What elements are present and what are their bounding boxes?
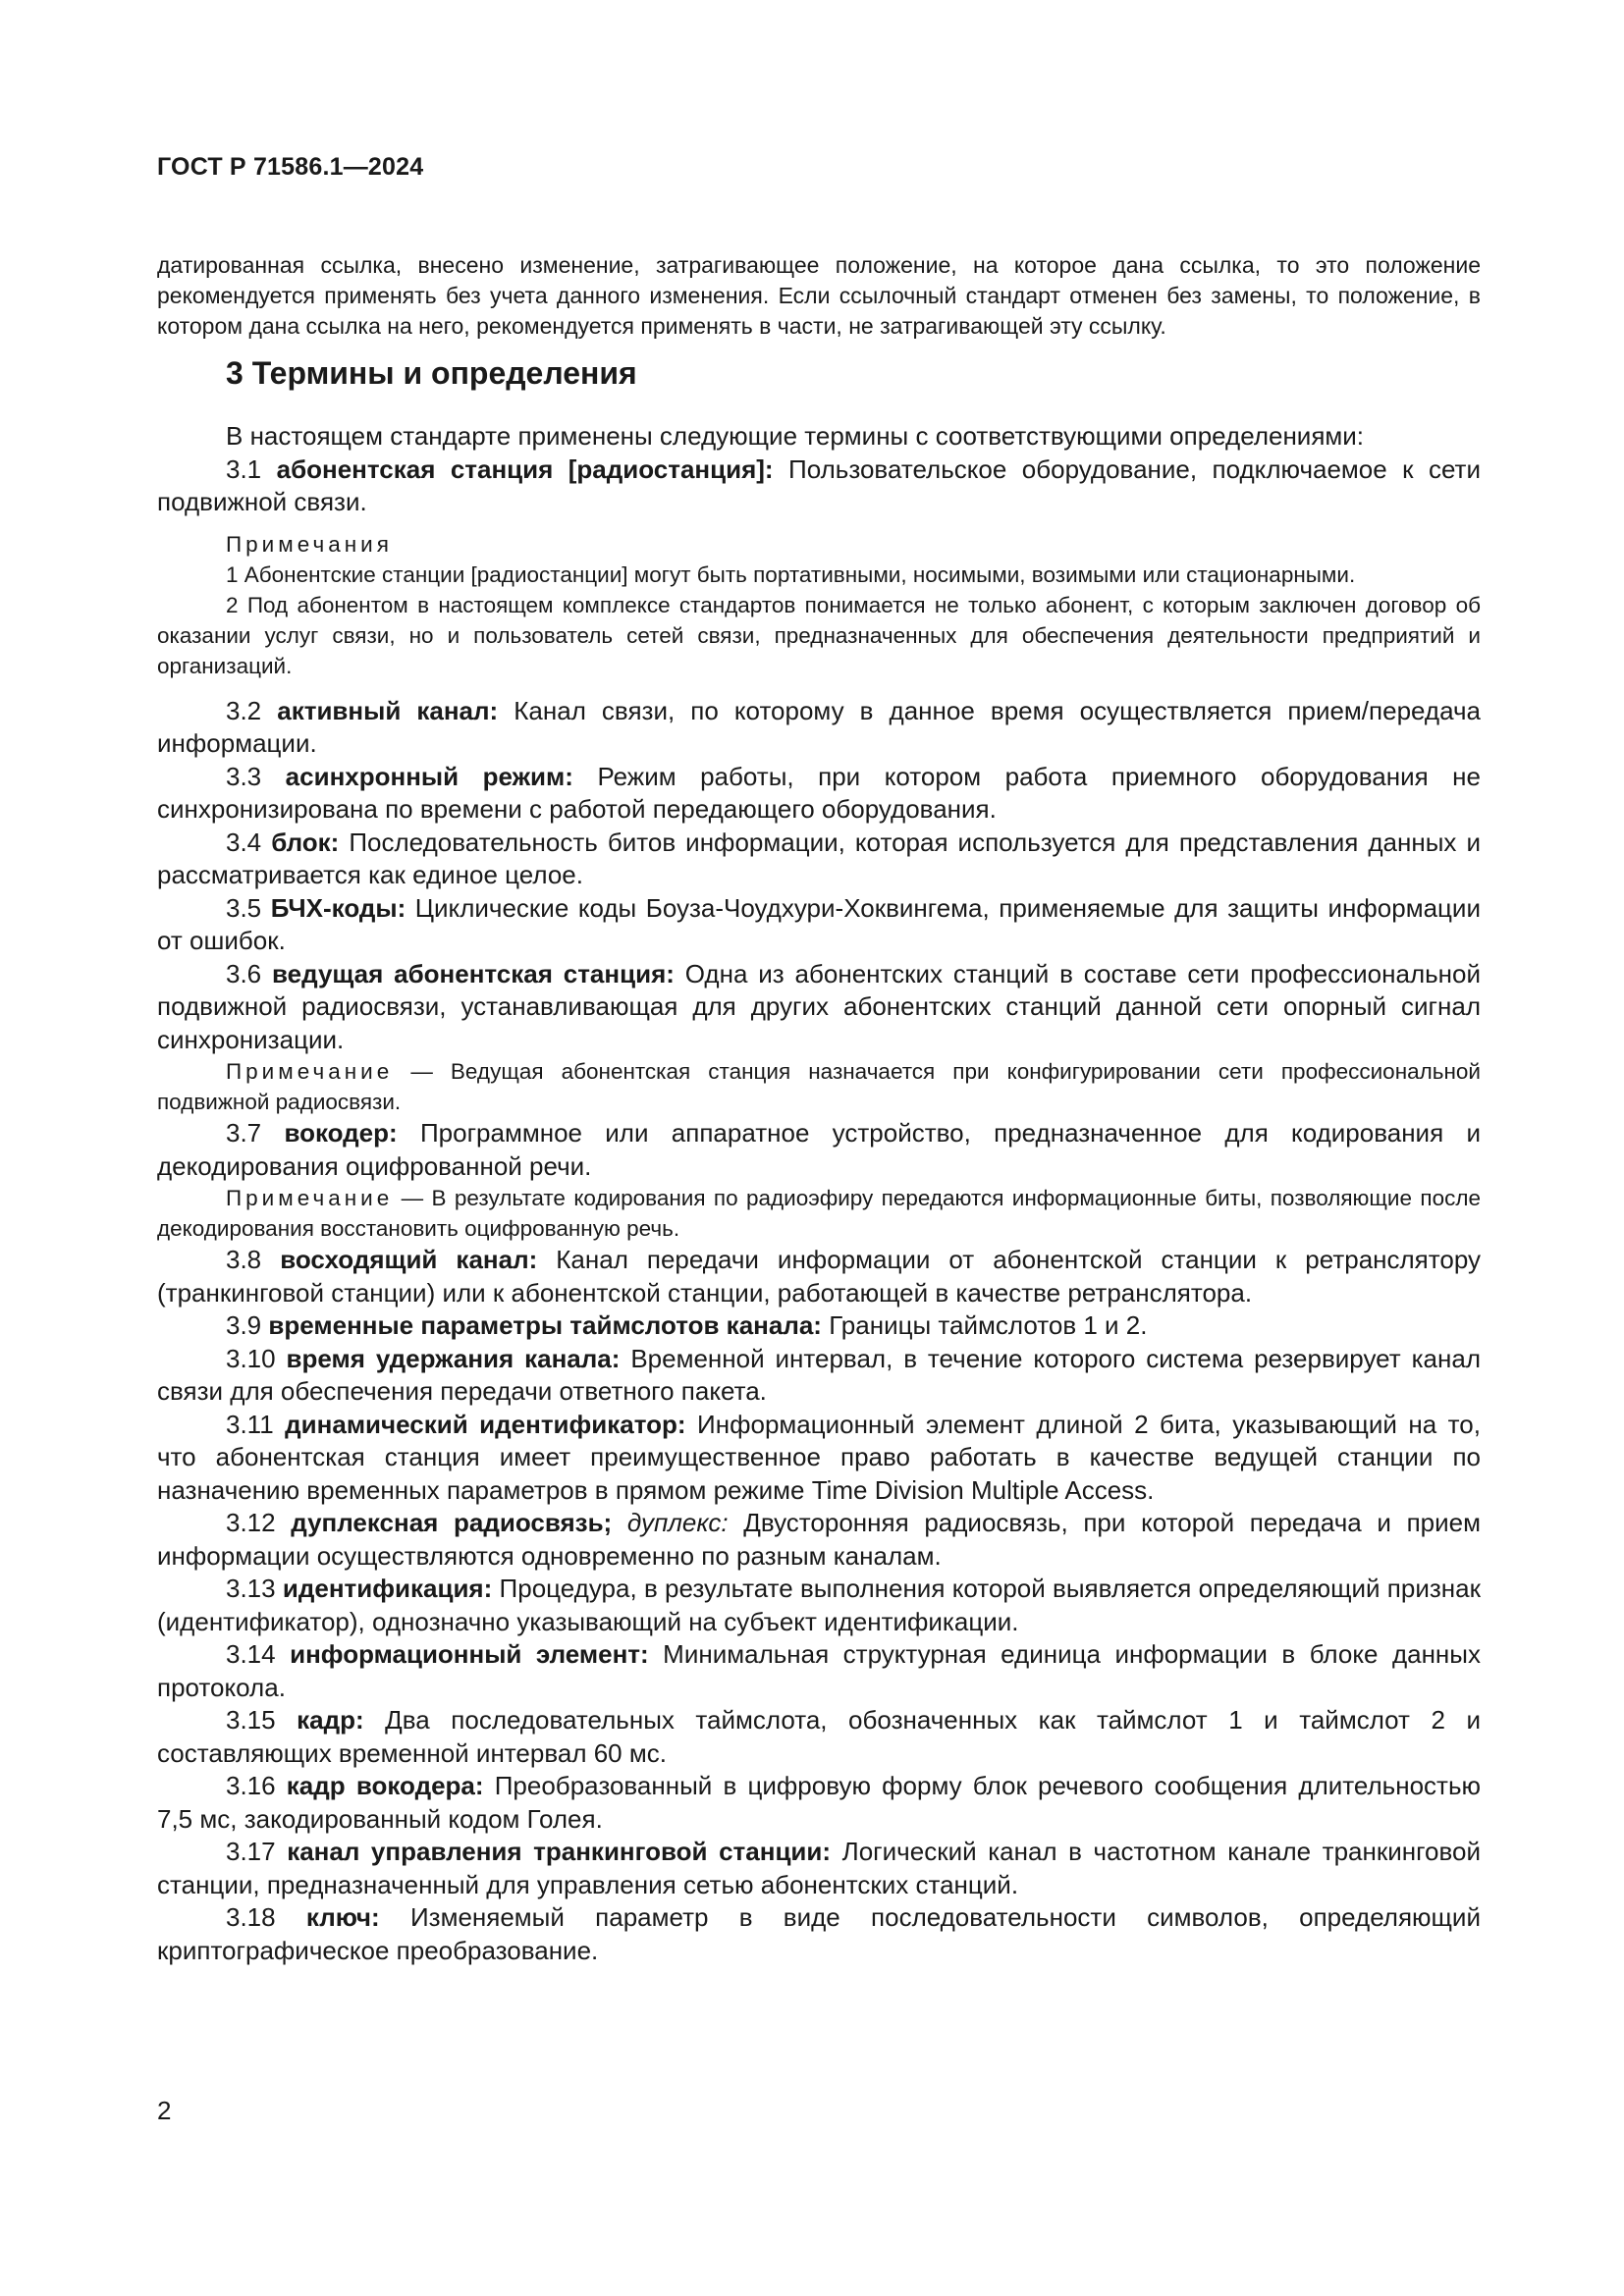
term-entry-3-10 xyxy=(157,1343,1481,1409)
term-entry-3-2 xyxy=(157,695,1481,761)
lead-paragraph: датированная ссылка, внесено изменение, затрагивающее положение, на которое дана ссылка, то это положение рекомендуется применять без учета данного изменения. Если ссылочный стандарт отменен без замены, то положение, в котором дана ссылка на него, рекомендуется применять в части, не затрагивающей эту ссылку. xyxy=(157,252,1481,339)
term-entry-3-12 xyxy=(157,1507,1481,1573)
terms-body xyxy=(157,420,1481,1967)
term-entry-3-7 xyxy=(157,1117,1481,1183)
term-number: 3.14 xyxy=(226,1639,276,1669)
term-number: 3.13 xyxy=(226,1574,276,1603)
notes-3-1 xyxy=(157,529,1481,681)
note-label: Примечание xyxy=(226,1059,394,1084)
term-name: кадр вокодера: xyxy=(286,1771,484,1800)
note-3-6 xyxy=(157,1056,1481,1117)
term-definition: Циклические коды Боуза-Чоудхури-Хоквингема, применяемые для защиты информации от ошибок. xyxy=(157,892,1481,955)
section-title: 3 Термины и определения xyxy=(226,355,637,391)
term-entry-3-4 xyxy=(157,827,1481,892)
term-number: 3.4 xyxy=(226,827,262,857)
term-entry-3-5 xyxy=(157,892,1481,958)
term-definition: Двусторонняя радиосвязь, при которой передача и прием информации осуществляются одновременно по разным каналам. xyxy=(157,1508,1481,1571)
term-entry-3-16 xyxy=(157,1770,1481,1836)
term-alt-name: дуплекс: xyxy=(626,1508,729,1537)
term-number: 3.16 xyxy=(226,1771,276,1800)
note-label: Примечание xyxy=(226,1186,394,1210)
note-text: — Ведущая абонентская станция назначается при конфигурировании сети профессиональной подвижной радиосвязи. xyxy=(157,1059,1481,1114)
term-name: кадр: xyxy=(297,1705,364,1735)
term-name: блок: xyxy=(271,827,340,857)
term-name: дуплексная радиосвязь; xyxy=(291,1508,613,1537)
term-name: вокодер: xyxy=(284,1118,398,1148)
term-name: идентификация: xyxy=(282,1574,493,1603)
term-name: восходящий канал: xyxy=(280,1245,538,1274)
term-definition: Режим работы, при котором работа приемного оборудования не синхронизирована по времени с работой передающего оборудования. xyxy=(157,761,1481,824)
term-entry-3-3 xyxy=(157,761,1481,827)
term-definition: Программное или аппаратное устройство, предназначенное для кодирования и декодирования оцифрованной речи. xyxy=(157,1118,1481,1181)
term-name: информационный элемент: xyxy=(290,1639,649,1669)
term-definition: Минимальная структурная единица информации в блоке данных протокола. xyxy=(157,1639,1481,1702)
term-number: 3.9 xyxy=(226,1310,262,1340)
term-number: 3.18 xyxy=(226,1902,276,1932)
term-entry-3-18 xyxy=(157,1901,1481,1967)
term-name: динамический идентификатор: xyxy=(285,1409,686,1439)
term-entry-3-8 xyxy=(157,1244,1481,1309)
term-name: асинхронный режим: xyxy=(285,761,573,791)
term-name: ведущая абонентская станция: xyxy=(272,958,675,988)
term-name: временные параметры таймслотов канала: xyxy=(268,1310,822,1340)
term-number: 3.2 xyxy=(226,695,262,725)
term-entry-3-11 xyxy=(157,1409,1481,1508)
term-number: 3.8 xyxy=(226,1245,262,1274)
term-number: 3.5 xyxy=(226,892,262,923)
notes-heading: Примечания xyxy=(226,531,393,557)
term-entry-3-6 xyxy=(157,958,1481,1057)
term-number: 3.1 xyxy=(226,454,262,484)
term-definition: Одна из абонентских станций в составе сети профессиональной подвижной радиосвязи, устанавливающая для других абонентских станций данной сети опорный сигнал синхронизации. xyxy=(157,958,1482,1054)
term-name: абонентская станция [радиостанция]: xyxy=(276,454,774,484)
term-definition: Пользовательское оборудование, подключаемое к сети подвижной связи. xyxy=(157,454,1481,516)
term-definition: Границы таймслотов 1 и 2. xyxy=(829,1310,1148,1340)
term-definition: Информационный элемент длиной 2 бита, указывающий на то, что абонентская станция имеет преимущественное право работать в качестве ведущей станции по назначению временных параметров в прямом режиме Time Division Multiple Access. xyxy=(157,1409,1481,1505)
term-definition: Логический канал в частотном канале транкинговой станции, предназначенный для управления сетью абонентских станций. xyxy=(157,1837,1482,1899)
note-text: — В результате кодирования по радиоэфиру передаются информационные биты, позволяющие после декодирования восстановить оцифрованную речь. xyxy=(157,1186,1481,1241)
term-name: ключ: xyxy=(305,1902,380,1932)
section-intro: В настоящем стандарте применены следующие термины с соответствующими определениями: xyxy=(226,421,1365,451)
term-number: 3.11 xyxy=(226,1409,274,1439)
term-number: 3.7 xyxy=(226,1118,262,1148)
term-definition: Последовательность битов информации, которая используется для представления данных и рассматривается как единое целое. xyxy=(157,827,1481,889)
term-entry-3-9 xyxy=(157,1309,1481,1343)
note-line-2: 2 Под абонентом в настоящем комплексе стандартов понимается не только абонент, с которым заключен договор об оказании услуг связи, но и пользователь сетей связи, предназначенных для обеспечения деятельности предприятий и организаций. xyxy=(157,592,1481,678)
document-page xyxy=(157,0,1481,2296)
term-name: время удержания канала: xyxy=(286,1343,621,1373)
term-definition: Изменяемый параметр в виде последовательности символов, определяющий криптографическое преобразование. xyxy=(157,1902,1481,1965)
note-line-1: 1 Абонентские станции [радиостанции] могут быть портативными, носимыми, возимыми или стационарными. xyxy=(226,561,1356,587)
term-definition: Канал связи, по которому в данное время осуществляется прием/передача информации. xyxy=(157,695,1481,758)
term-number: 3.12 xyxy=(226,1508,276,1537)
term-entry-3-14 xyxy=(157,1638,1481,1704)
page-number: 2 xyxy=(157,2096,172,2125)
term-name: активный канал: xyxy=(277,695,499,725)
term-entry-3-15 xyxy=(157,1704,1481,1770)
term-number: 3.10 xyxy=(226,1343,276,1373)
term-number: 3.3 xyxy=(226,761,262,791)
term-number: 3.15 xyxy=(226,1705,276,1735)
term-entry-3-17 xyxy=(157,1836,1481,1901)
term-number: 3.6 xyxy=(226,958,262,988)
document-code-header: ГОСТ Р 71586.1—2024 xyxy=(157,153,424,181)
term-definition: Временной интервал, в течение которого система резервирует канал связи для обеспечения передачи ответного пакета. xyxy=(157,1343,1481,1406)
term-definition: Два последовательных таймслота, обозначенных как таймслот 1 и таймслот 2 и составляющих временной интервал 60 мс. xyxy=(157,1705,1481,1768)
term-entry-3-13 xyxy=(157,1573,1481,1638)
term-definition: Процедура, в результате выполнения которой выявляется определяющий признак (идентификатор), однозначно указывающий на субъект идентификации. xyxy=(157,1574,1481,1636)
term-name: канал управления транкинговой станции: xyxy=(287,1837,832,1866)
term-definition: Канал передачи информации от абонентской станции к ретранслятору (транкинговой станции) или к абонентской станции, работающей в качестве ретранслятора. xyxy=(157,1245,1482,1308)
term-entry-3-1 xyxy=(157,454,1481,519)
note-3-7 xyxy=(157,1183,1481,1244)
term-number: 3.17 xyxy=(226,1837,276,1866)
term-name: БЧХ-коды: xyxy=(270,892,406,923)
term-definition: Преобразованный в цифровую форму блок речевого сообщения длительностью 7,5 мс, закодированный кодом Голея. xyxy=(157,1771,1481,1834)
